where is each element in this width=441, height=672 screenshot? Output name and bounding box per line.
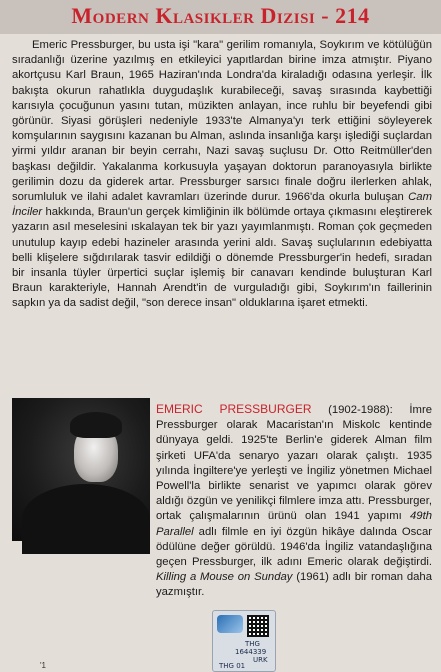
blurb-paragraph	[12, 38, 432, 312]
author-name: EMERIC PRESSBURGER	[156, 402, 312, 416]
novel-title: Killing a Mouse on Sunday	[156, 571, 293, 584]
author-photo-hair	[70, 412, 122, 438]
library-logo-icon	[217, 615, 243, 633]
film-title: 49th Parallel	[156, 510, 432, 538]
blurb-text-1: Emeric Pressburger, bu usta işi "kara" gerilim romanıyla, Soykırım ve kötülüğün sıradanlığı üzerine yazılmış en etkileyici yapıtlardan birine imza atmıştır. Piyano akortçusu Karl Braun, 1965 Haziran'ında Londra'da kiraladığı odasına yerleşir. İlk bakışta okurun rahatlıkla duygudaşlık kurabileceği, savaş sırasında kaybettiği karısıyla çocuğunun yasını tutan, müzikten anlayan, ince ruhlu bir beyefendi gibi görünür. Siyasi görüşleri nedeniyle 1933'te Almanya'yı terk ettiğini söyleyerek komşularının saygısını kazanan bu Alman, aslında insanlığa karşı işlediği suçlardan yirmi yıldır aranan bir beyin cerrahı, Nazi savaş suçlusu Dr. Otto Reitmüller'den başkası değildir. Yakalanma korkusuyla yaşayan doktorun paranoyasıyla birlikte gerilimin dozu da giderek artar. Pressburger sarsıcı finale doğru ilerlerken ahlak, sorumluluk ve ilahi adalet kavramları üzerinde durur. 1966'da okurla buluşan	[12, 39, 432, 204]
qr-code-icon	[247, 615, 269, 637]
blurb-text-2: hakkında, Braun'un gerçek kimliğinin ilk bölümde ortaya çıkmasını eleştirerek yazarın asıl meselesini ıskalayan tek bir yazı yayımlanmıştı. Roman çok geçmeden unutulup kayıp edebi hazineler arasında yerini aldı. Savaş suçlularının edebiyatta belli klişelere sığdırılarak tasvir edildiği o dönemde Pressburger'in hedefi, sıradan bir insanla tüyler ürpertici suçlar işlemiş bir canavarı kendinde buluşturan Karl Braun karakteriyle, Hannah Arendt'in de vurguladığı gibi, Soykırım'ın faillerinin sapkın ya da sadist değil, "son derece insan" olduklarına işaret etmekti.	[12, 206, 432, 310]
library-tag-code: THG	[245, 640, 260, 648]
author-photo-shoulders	[22, 484, 150, 554]
page-tick-mark: '1	[40, 661, 46, 670]
header-band	[0, 0, 441, 34]
author-bio-text-1: İmre Pressburger olarak Macaristan'ın Miskolc kentinde dünyaya geldi. 1925'te Berlin'e giderek Alman film şirketi UFA'da senaryo yazarı olarak çalıştı. 1935 yılında İngiltere'ye yerleşti ve İngiliz yönetmen Michael Powell'la birlikte senarist ve yapımcı olarak görev aldığı özgün ve yenilikçi filmlere imza attı. Pressburger, ortak çalışmalarının ürünü olan 1941 yapımı	[156, 404, 433, 523]
author-bio-text-2: adlı filmle en iyi özgün hikâye dalında Oscar ödülüne değer görüldü. 1946'da İngiliz vatandaşlığına geçen Pressburger, ilk adını Emeric olarak değiştirdi.	[156, 525, 432, 569]
blurb	[12, 38, 432, 312]
library-tag-suffix: URK	[253, 656, 268, 664]
author-years: (1902-1988):	[311, 404, 393, 416]
series-title: Modern Klasikler Dizisi - 214	[71, 3, 370, 28]
library-tag-stamp: THG 01	[219, 662, 246, 670]
author-photo	[12, 398, 150, 541]
library-tag	[212, 610, 276, 672]
author-bio-text-3: (1961) adlı bir roman daha yazmıştır.	[156, 571, 432, 599]
library-tag-number: 1644339	[235, 648, 267, 656]
book-title-cam-inciler: Cam İnciler	[12, 191, 432, 219]
author-bio-top	[156, 402, 433, 599]
